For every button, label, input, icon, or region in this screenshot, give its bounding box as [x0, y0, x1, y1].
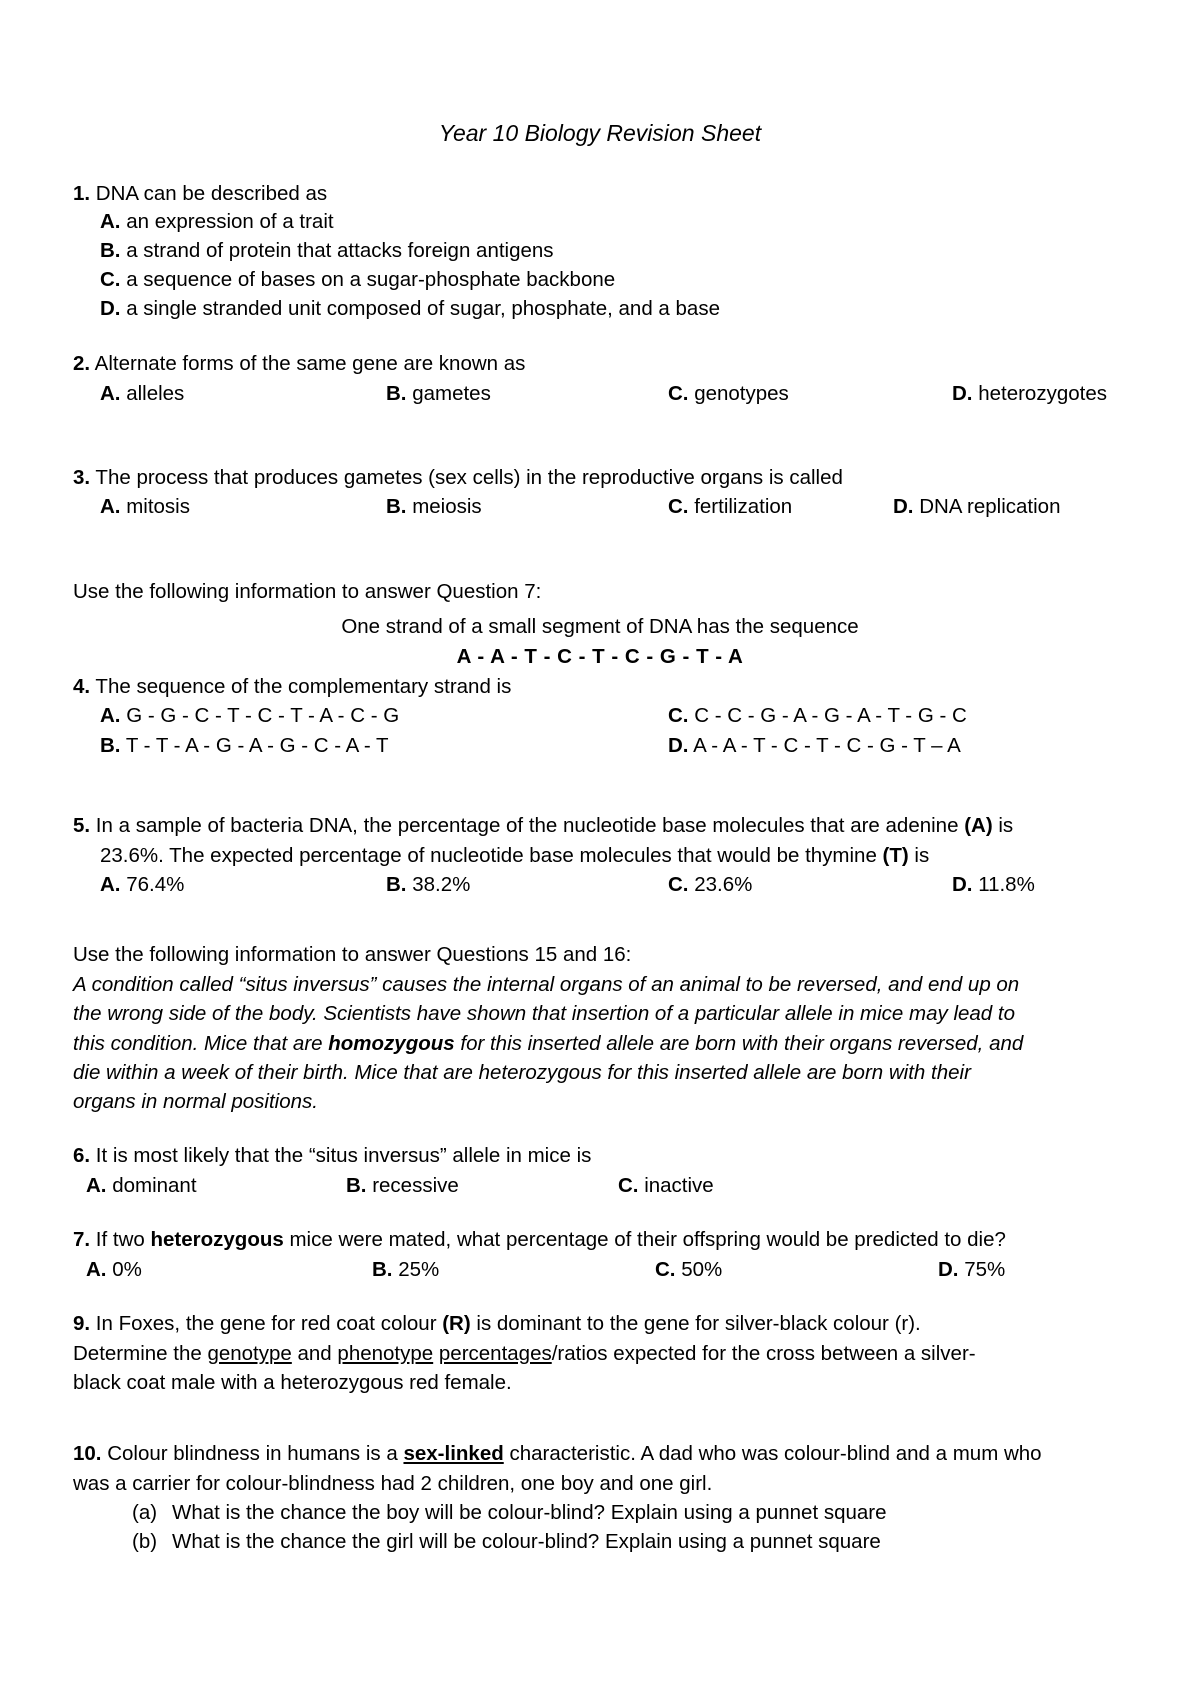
- q5-option-d: D. 11.8%: [952, 873, 1035, 896]
- question-3: 3. The process that produces gametes (sex cells) in the reproductive organs is called: [73, 466, 843, 489]
- q3-option-d: D. DNA replication: [893, 495, 1061, 518]
- q7-option-c: C. 50%: [655, 1258, 723, 1281]
- info-intro-2: Use the following information to answer Questions 15 and 16:: [73, 943, 632, 966]
- info-intro-1: Use the following information to answer Question 7:: [73, 580, 542, 603]
- question-7: 7. If two heterozygous mice were mated, what percentage of their offspring would be predicted to die?: [73, 1228, 1006, 1251]
- q6-option-b: B. recessive: [346, 1174, 459, 1197]
- question-stem: DNA can be described as: [90, 182, 328, 205]
- question-6: 6. It is most likely that the “situs inversus” allele in mice is: [73, 1144, 592, 1167]
- question-9-continued: black coat male with a heterozygous red female.: [73, 1371, 512, 1394]
- question-5-continued: 23.6%. The expected percentage of nucleotide base molecules that would be thymine (T) is: [100, 844, 930, 867]
- question-10-continued: was a carrier for colour-blindness had 2 children, one boy and one girl.: [73, 1472, 713, 1495]
- q3-option-c: C. fertilization: [668, 495, 793, 518]
- q4-option-a: A. G - G - C - T - C - T - A - C - G: [100, 704, 400, 727]
- info-paragraph-line: A condition called “situs inversus” causes the internal organs of an animal to be reversed, and end up on: [73, 973, 1020, 996]
- q6-option-c: C. inactive: [618, 1174, 714, 1197]
- q10-part-a-text: What is the chance the boy will be colour-blind? Explain using a punnet square: [172, 1501, 887, 1524]
- info-sequence-caption: One strand of a small segment of DNA has the sequence: [341, 615, 859, 638]
- info-paragraph-line: this condition. Mice that are homozygous for this inserted allele are born with their organs reversed, and: [73, 1032, 1024, 1055]
- q4-option-c: C. C - C - G - A - G - A - T - G - C: [668, 704, 967, 727]
- q6-option-a: A. dominant: [86, 1174, 197, 1197]
- question-number: 1.: [73, 182, 91, 205]
- q7-option-b: B. 25%: [372, 1258, 440, 1281]
- q7-option-d: D. 75%: [938, 1258, 1006, 1281]
- q2-option-b: B. gametes: [386, 382, 491, 405]
- info-paragraph-line: the wrong side of the body. Scientists have shown that insertion of a particular allele in mice may lead to: [73, 1002, 1015, 1025]
- q1-option-d: D. a single stranded unit composed of sugar, phosphate, and a base: [100, 297, 720, 320]
- q4-option-b: B. T - T - A - G - A - G - C - A - T: [100, 734, 389, 757]
- info-paragraph-line: organs in normal positions.: [73, 1090, 318, 1113]
- q3-option-b: B. meiosis: [386, 495, 482, 518]
- q2-option-d: D. heterozygotes: [952, 382, 1107, 405]
- q2-option-c: C. genotypes: [668, 382, 789, 405]
- question-9: 9. In Foxes, the gene for red coat colour (R) is dominant to the gene for silver-black colour (r).: [73, 1312, 921, 1335]
- question-4: 4. The sequence of the complementary strand is: [73, 675, 512, 698]
- q1-option-c: C. a sequence of bases on a sugar-phosphate backbone: [100, 268, 616, 291]
- question-5: 5. In a sample of bacteria DNA, the percentage of the nucleotide base molecules that are adenine (A) is: [73, 814, 1014, 837]
- page-title: Year 10 Biology Revision Sheet: [438, 120, 762, 146]
- q2-option-a: A. alleles: [100, 382, 185, 405]
- question-10: 10. Colour blindness in humans is a sex-linked characteristic. A dad who was colour-blind and a mum who: [73, 1442, 1042, 1465]
- info-paragraph-line: die within a week of their birth. Mice that are heterozygous for this inserted allele are born with their: [73, 1061, 971, 1084]
- q1-option-a: A. an expression of a trait: [100, 210, 334, 233]
- q5-option-c: C. 23.6%: [668, 873, 753, 896]
- question-9-continued: Determine the genotype and phenotype percentages/ratios expected for the cross between a silver-: [73, 1342, 976, 1365]
- q7-option-a: A. 0%: [86, 1258, 142, 1281]
- q10-part-a-label: (a): [132, 1501, 158, 1524]
- dna-sequence: A - A - T - C - T - C - G - T - A: [456, 645, 744, 668]
- question-2: 2. Alternate forms of the same gene are known as: [73, 352, 526, 375]
- q1-option-b: B. a strand of protein that attacks foreign antigens: [100, 239, 554, 262]
- q3-option-a: A. mitosis: [100, 495, 190, 518]
- q4-option-d: D. A - A - T - C - T - C - G - T – A: [668, 734, 961, 757]
- q5-option-b: B. 38.2%: [386, 873, 471, 896]
- q10-part-b-text: What is the chance the girl will be colour-blind? Explain using a punnet square: [172, 1530, 881, 1553]
- question-1: [73, 184, 327, 205]
- q10-part-b-label: (b): [132, 1530, 158, 1553]
- q5-option-a: A. 76.4%: [100, 873, 185, 896]
